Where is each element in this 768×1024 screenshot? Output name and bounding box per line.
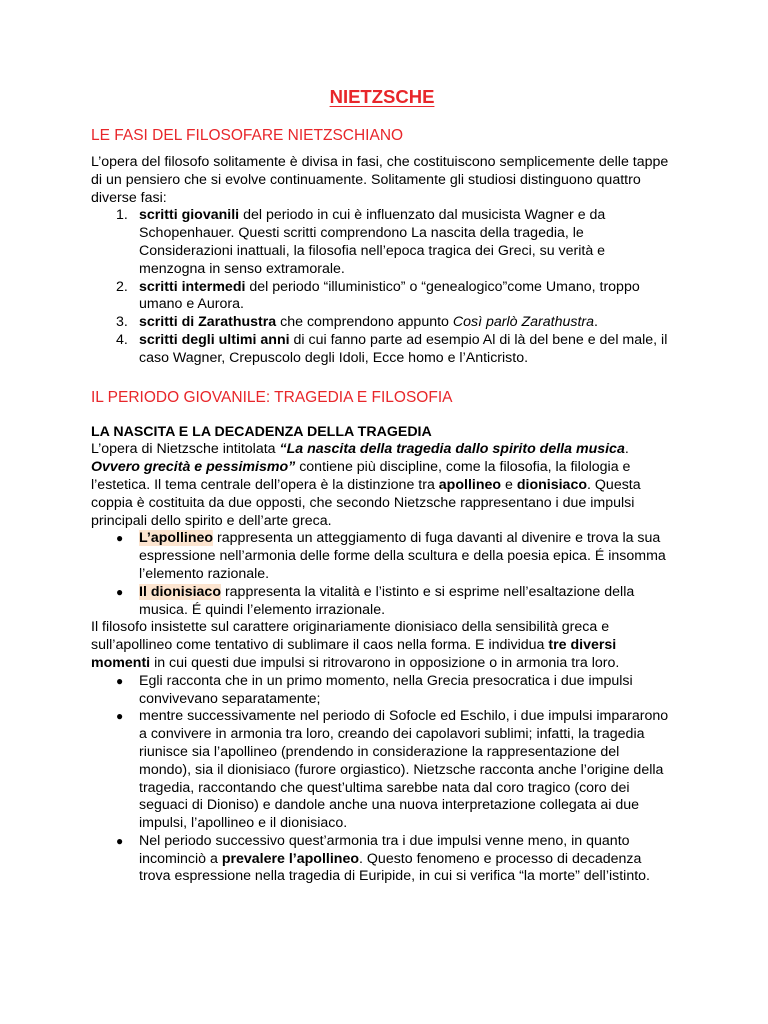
- list-item: [91, 314, 673, 332]
- bullet: ●: [116, 584, 124, 599]
- text-span: contiene più discipline, come la filosofia, la filologia e l’estetica. Il tema centrale dell’opera è la distinzione tra: [91, 459, 631, 493]
- phase-text: del periodo in cui è influenzato dal musicista Wagner e da Schopenhauer. Questi scritti comprendono La nascita della tragedia, le Considerazioni inattuali, la filosofia nell’epoca tragica dei Greci, su verità e menzogna in senso extramorale.: [139, 207, 606, 277]
- document-title: NIETZSCHE: [329, 86, 435, 107]
- tragedy-paragraph: [91, 441, 673, 530]
- phase-text: che comprendono appunto: [276, 314, 453, 331]
- bold-phrase: tre diversi momenti: [91, 637, 617, 671]
- text-span: in cui questi due impulsi si ritrovarono in opposizione o in armonia tra loro.: [150, 654, 620, 671]
- list-item: [91, 673, 673, 709]
- list-item: [91, 332, 673, 368]
- phase-title: scritti intermedi: [139, 278, 246, 295]
- moment-text: Egli racconta che in un primo momento, nella Grecia presocratica i due impulsi convivevano separatamente;: [139, 672, 633, 707]
- term-apollineo: apollineo: [438, 476, 502, 493]
- list-item: [91, 279, 673, 315]
- moment-text-tail: . Questo fenomeno e processo di decadenza trova espressione nella tragedia di Euripide, in cui si verifica “la morte” dell’istinto.: [139, 850, 650, 885]
- phase-text: del periodo “illuministico” o “genealogico”come Umano, troppo umano e Aurora.: [139, 278, 640, 313]
- concepts-list: [91, 530, 673, 619]
- phase-text: di cui fanno parte ad esempio Al di là del bene e del male, il caso Wagner, Crepuscolo degli Idoli, Ecce homo e l’Anticristo.: [139, 331, 668, 366]
- phase-title: scritti di Zarathustra: [139, 314, 277, 331]
- list-item: [91, 530, 673, 583]
- text-span: L’opera di Nietzsche intitolata: [91, 441, 280, 458]
- text-span: Il filosofo insistette sul carattere originariamente dionisiaco della sensibilità greca e sull’apollineo come tentativo di sublimare il caos nella forma. E individua: [91, 619, 610, 654]
- list-number: 3.: [116, 314, 128, 331]
- phases-list: [91, 207, 673, 367]
- phase-work-title: Così parlò Zarathustra: [452, 314, 595, 331]
- phase-title: scritti degli ultimi anni: [139, 331, 290, 348]
- highlighted-term: L’apollineo: [139, 530, 214, 547]
- moment-text: mentre successivamente nel periodo di Sofocle ed Eschilo, i due impulsi impararono a convivere in armonia tra loro, creando dei capolavori sublimi; infatti, la tragedia riunisce sia l’apollineo (prendendo in considerazione la rappresentazione del mondo), sia il dionisiaco (furore orgiastico). Nietzsche racconta anche l’origine della tragedia, raccontando che quest’ultima sarebbe nata dal coro tragico (coro dei seguaci di Dioniso) e dandole anche una nuova interpretazione collegata ai due impulsi, l’apollineo e il dionisiaco.: [139, 708, 669, 832]
- phase-title: scritti giovanili: [139, 207, 240, 224]
- list-item: [91, 708, 673, 833]
- concept-text: rappresenta la vitalità e l’istinto e si esprime nell’esaltazione della musica. É quindi l’elemento irrazionale.: [139, 583, 635, 618]
- bullet: ●: [116, 531, 124, 546]
- moments-paragraph: [91, 619, 673, 672]
- phases-intro: L’opera del filosofo solitamente è divisa in fasi, che costituiscono semplicemente delle tappe di un pensiero che si evolve continuamente. Solitamente gli studiosi distinguono quattro diverse fasi:: [91, 154, 669, 206]
- list-number: 4.: [116, 331, 128, 348]
- section-heading-phases: LE FASI DEL FILOSOFARE NIETZSCHIANO: [91, 127, 404, 144]
- list-item: [91, 584, 673, 620]
- moment-text: Nel periodo successivo quest’armonia tra i due impulsi venne meno, in quanto incominciò a: [139, 832, 630, 867]
- highlighted-term: Il dionisiaco: [139, 583, 221, 600]
- concept-text: rappresenta un atteggiamento di fuga davanti al divenire e trova la sua espressione nell’armonia delle forme della scultura e della poesia epica. É insomma l’elemento razionale.: [139, 530, 666, 582]
- work-subtitle: Ovvero grecità e pessimismo”: [91, 459, 296, 476]
- phase-text-tail: .: [594, 314, 598, 331]
- text-span: . Questa coppia è costituita da due opposti, che secondo Nietzsche rappresentano i due impulsi principali dello spirito e dell’arte greca.: [91, 476, 641, 529]
- list-number: 2.: [116, 278, 128, 295]
- bullet: ●: [116, 709, 124, 724]
- bullet: ●: [116, 833, 124, 848]
- list-item: [91, 207, 673, 278]
- bullet: ●: [116, 673, 124, 688]
- text-span: e: [501, 476, 517, 493]
- moments-list: [91, 673, 673, 887]
- work-title: “La nascita della tragedia dallo spirito della musica: [279, 441, 625, 458]
- bold-phrase: prevalere l’apollineo: [221, 850, 360, 867]
- term-dionisiaco: dionisiaco: [516, 476, 588, 493]
- section-heading-youth: IL PERIODO GIOVANILE: TRAGEDIA E FILOSOFIA: [91, 388, 453, 406]
- text-span: .: [624, 441, 629, 458]
- list-item: [91, 833, 673, 886]
- subheading-tragedy: LA NASCITA E LA DECADENZA DELLA TRAGEDIA: [91, 423, 432, 440]
- list-number: 1.: [116, 207, 128, 224]
